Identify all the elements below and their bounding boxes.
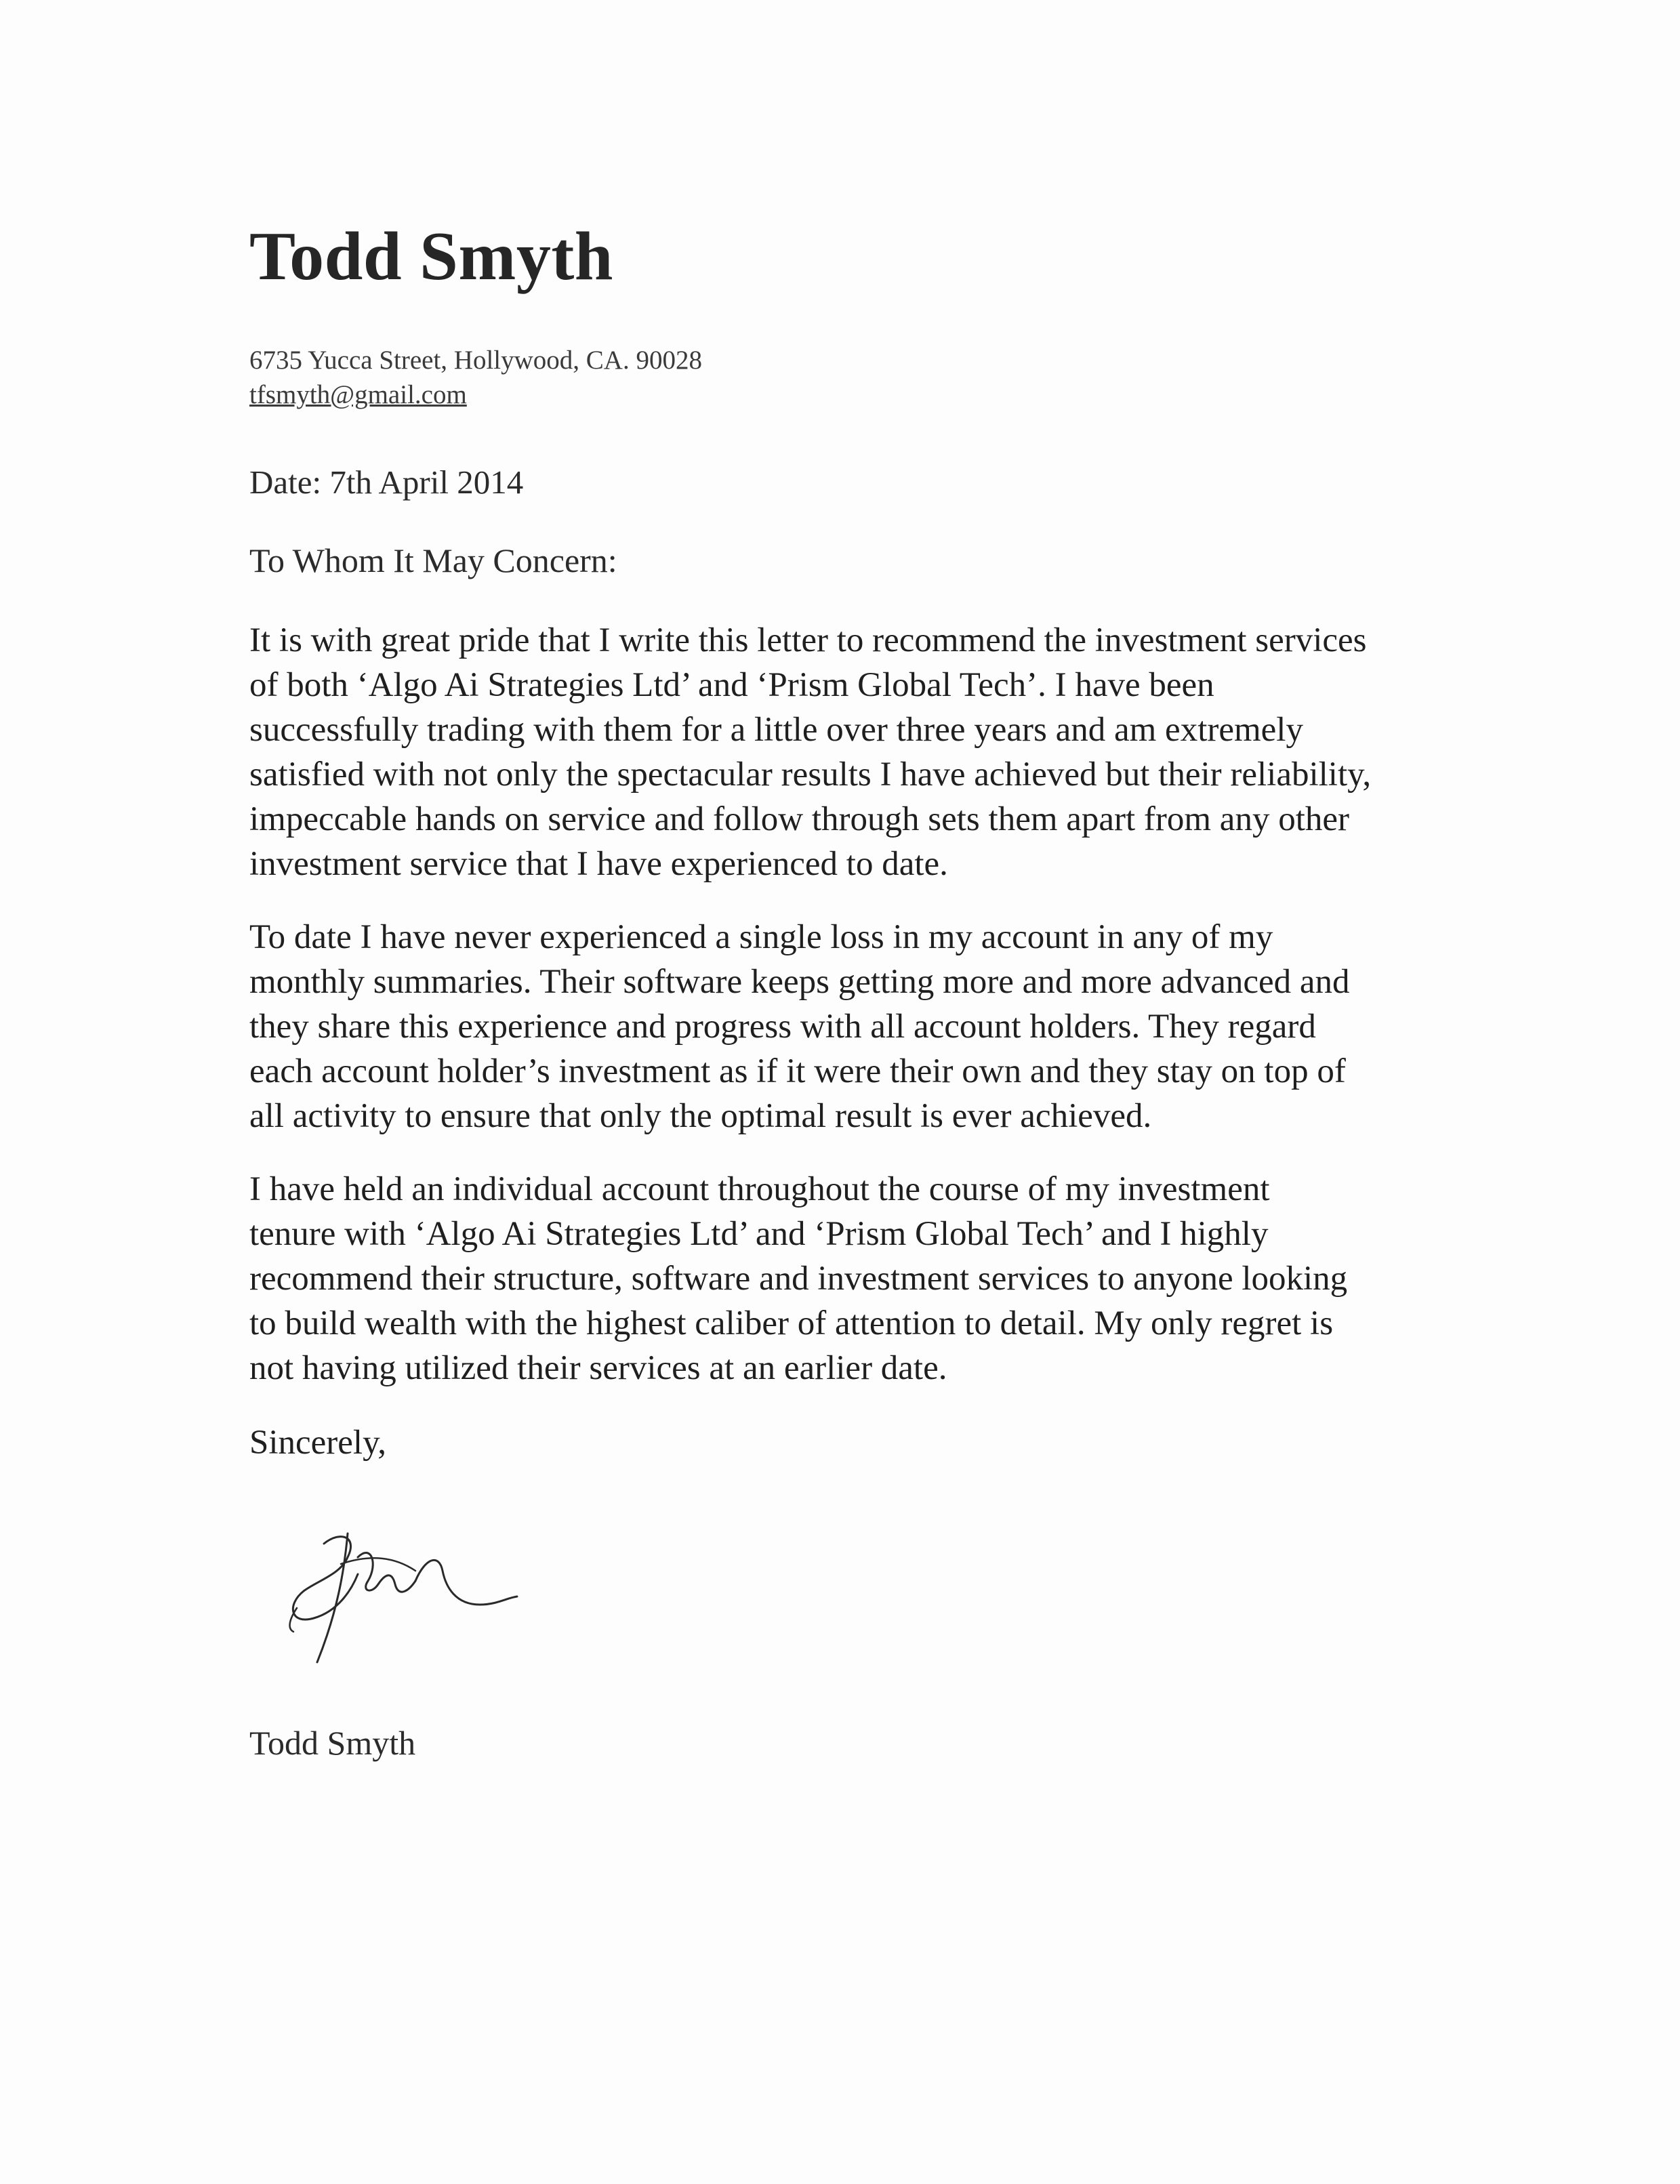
paragraph-3: I have held an individual account throughout the course of my investment tenure with ‘Algo Ai Strategies Ltd’ and ‘Prism Global Tech’ and I highly recommend their structure, software and investment services to anyone looking to build wealth with the highest caliber of attention to detail. My only regret is not having utilized their services at an earlier date. [249, 1170, 1348, 1387]
sender-name: Todd Smyth [249, 218, 614, 295]
sender-address: 6735 Yucca Street, Hollywood, CA. 90028 [249, 346, 702, 375]
letter-body [249, 217, 1401, 1763]
paragraph-1: It is with great pride that I write this letter to recommend the investment services of both ‘Algo Ai Strategies Ltd’ and ‘Prism Global Tech’. I have been successfully trading with them for a little over three years and am extremely satisfied with not only the spectacular results I have achieved but their reliability, impeccable hands on service and follow through sets them apart from any other investment service that I have experienced to date. [249, 621, 1372, 883]
handwritten-signature [276, 1517, 520, 1672]
letter-date: Date: 7th April 2014 [249, 463, 524, 501]
closing: Sincerely, [249, 1423, 387, 1462]
salutation: To Whom It May Concern: [249, 541, 617, 579]
sender-email-link[interactable]: tfsmyth@gmail.com [249, 379, 467, 409]
paragraph-2: To date I have never experienced a single loss in my account in any of my monthly summaries. Their software keeps getting more and more advanced and they share this experience and progress with all account holders. They regard each account holder’s investment as if it were their own and they stay on top of all activity to ensure that only the optimal result is ever achieved. [249, 918, 1350, 1135]
signer-name: Todd Smyth [249, 1723, 416, 1762]
